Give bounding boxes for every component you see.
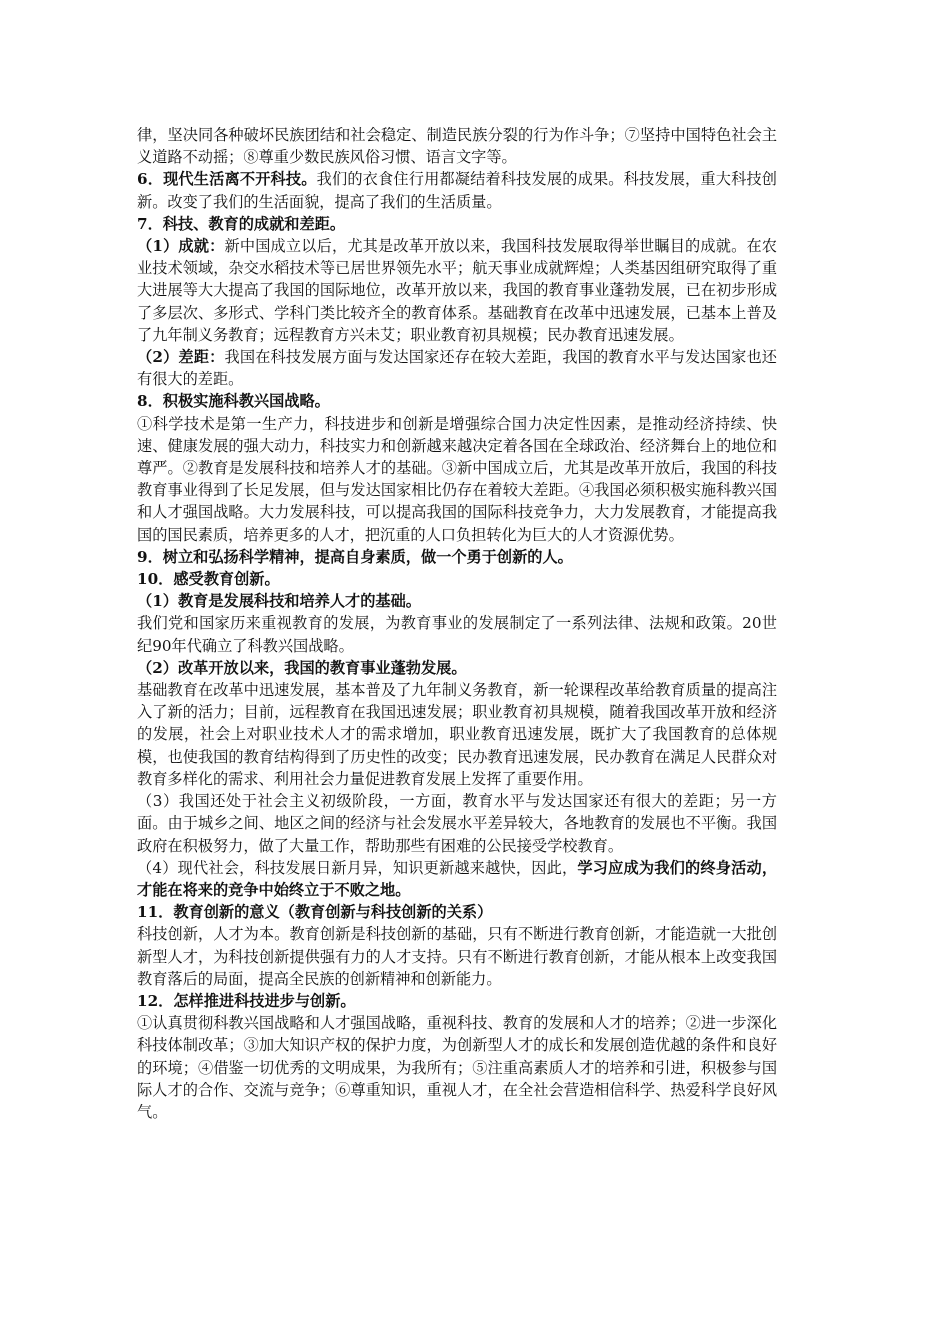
section-9-heading: 9．树立和弘扬科学精神，提高自身素质，做一个勇于创新的人。 (137, 547, 573, 566)
section-7-1-heading: （1）成就： (137, 237, 225, 256)
section-10-4 (137, 857, 777, 901)
section-10-1-heading: （1）教育是发展科技和培养人才的基础。 (137, 592, 421, 611)
section-10-4-emphasis: 学习应成为我们的终身活动，才能在将来的竞争中始终立于不败之地。 (137, 858, 778, 899)
section-8-text: ①科学技术是第一生产力，科技进步和创新是增强综合国力决定性因素，是推动经济持续、快速、健康发展的强大动力，科技实力和创新越来越决定着各国在全球政治、经济舞台上的地位和尊严。②教育是发展科技和培养人才的基础。③新中国成立后，尤其是改革开放后，我国的科技教育事业得到了长足发展，但与发达国家相比仍存在着较大差距。④我国必须积极实施科教兴国和人才强国战略。大力发展科技，可以提高我国的国际科技竞争力，大力发展教育，才能提高我国的国民素质，培养更多的人才，把沉重的人口负担转化为巨大的人才资源优势。 (137, 414, 777, 544)
section-10-1-text: 我们党和国家历来重视教育的发展，为教育事业的发展制定了一系列法律、法规和政策。20世纪90年代确立了科教兴国战略。 (137, 614, 777, 655)
section-7-2-text: 我国在科技发展方面与发达国家还存在较大差距，我国的教育水平与发达国家也还有很大的差距。 (137, 348, 777, 389)
section-10-3-text: （3）我国还处于社会主义初级阶段，一方面，教育水平与发达国家还有很大的差距；另一方面。由于城乡之间、地区之间的经济与社会发展水平差异较大，各地教育的发展也不平衡。我国政府在积极努力，做了大量工作，帮助那些有困难的公民接受学校教育。 (137, 792, 777, 855)
section-6 (137, 168, 777, 212)
section-6-heading: 6．现代生活离不开科技。 (137, 170, 317, 189)
section-10-heading: 10．感受教育创新。 (137, 570, 280, 589)
section-12-text: ①认真贯彻科教兴国战略和人才强国战略，重视科技、教育的发展和人才的培养；②进一步深化科技体制改革；③加大知识产权的保护力度，为创新型人才的成长和发展创造优越的条件和良好的环境；④借鉴一切优秀的文明成果，为我所有；⑤注重高素质人才的培养和引进，积极参与国际人才的合作、交流与竞争；⑥尊重知识，重视人才，在全社会营造相信科学、热爱科学良好风气。 (137, 1014, 777, 1121)
document-page (137, 124, 777, 1123)
section-7-2 (137, 346, 777, 390)
section-10-2-heading: （2）改革开放以来，我国的教育事业蓬勃发展。 (137, 658, 467, 677)
section-10-2-text: 基础教育在改革中迅速发展，基本普及了九年制义务教育，新一轮课程改革给教育质量的提高注入了新的活力；目前，远程教育在我国迅速发展；职业教育初具规模，随着我国改革开放和经济的发展，社会上对职业技术人才的需求增加，职业教育迅速发展，既扩大了我国教育的总体规模，也使我国的教育结构得到了历史性的改变；民办教育迅速发展，民办教育在满足人民群众对教育多样化的需求、利用社会力量促进教育发展上发挥了重要作用。 (137, 681, 777, 788)
section-7-1 (137, 235, 777, 346)
section-11-heading: 11．教育创新的意义（教育创新与科技创新的关系） (137, 903, 493, 922)
section-6-text: 我们的衣食住行用都凝结着科技发展的成果。科技发展，重大科技创新。改变了我们的生活面貌，提高了我们的生活质量。 (137, 170, 777, 211)
section-10-4-text: （4）现代社会，科技发展日新月异，知识更新越来越快，因此， (137, 858, 578, 877)
section-8-heading: 8．积极实施科教兴国战略。 (137, 392, 330, 411)
section-12-heading: 12．怎样推进科技进步与创新。 (137, 991, 356, 1010)
section-7-heading: 7．科技、教育的成就和差距。 (137, 214, 346, 233)
paragraph-5-continued: 律，坚决同各种破坏民族团结和社会稳定、制造民族分裂的行为作斗争；⑦坚持中国特色社会主义道路不动摇；⑧尊重少数民族风俗习惯、语言文字等。 (137, 126, 777, 167)
section-7-2-heading: （2）差距： (137, 348, 225, 367)
section-11-text: 科技创新，人才为本。教育创新是科技创新的基础，只有不断进行教育创新，才能造就一大批创新型人才，为科技创新提供强有力的人才支持。只有不断进行教育创新，才能从根本上改变我国教育落后的局面，提高全民族的创新精神和创新能力。 (137, 925, 777, 988)
section-7-1-text: 新中国成立以后，尤其是改革开放以来，我国科技发展取得举世瞩目的成就。在农业技术领域，杂交水稻技术等已居世界领先水平；航天事业成就辉煌；人类基因组研究取得了重大进展等大大提高了我国的国际地位，改革开放以来，我国的教育事业蓬勃发展，已在初步形成了多层次、多形式、学科门类比较齐全的教育体系。基础教育在改革中迅速发展，已基本上普及了九年制义务教育；远程教育方兴未艾；职业教育初具规模；民办教育迅速发展。 (137, 237, 777, 344)
